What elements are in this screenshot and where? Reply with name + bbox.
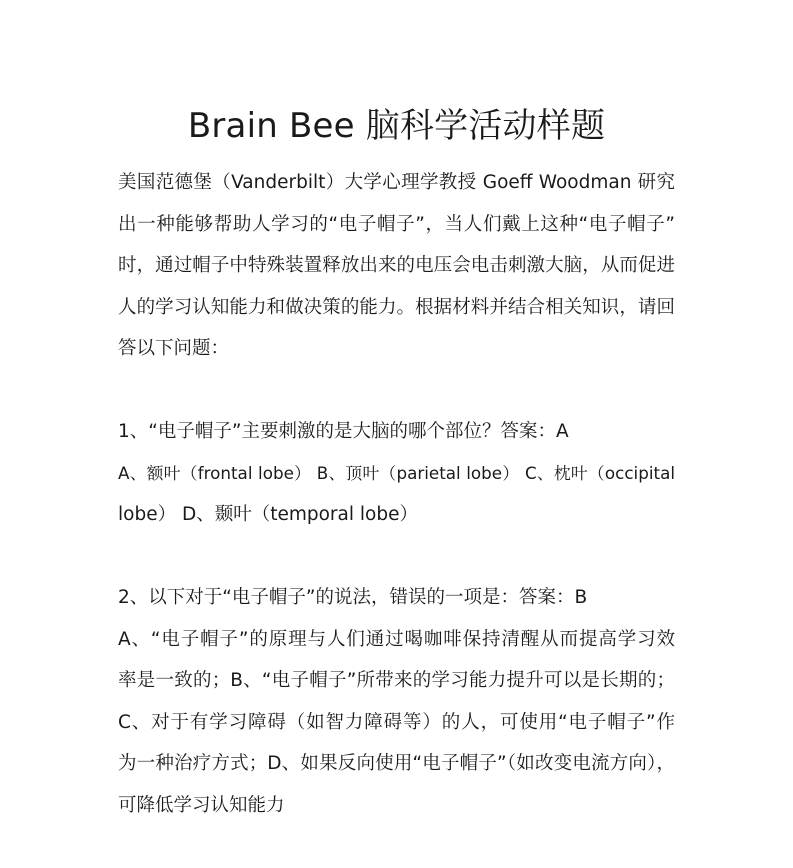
question-1-options-line: lobe） D、颞叶（temporal lobe） (118, 504, 418, 525)
question-2-options-line: A、“电子帽子”的原理与人们通过喝咖啡保持清醒从而提高学习效 (118, 628, 675, 650)
intro-paragraph (118, 162, 675, 370)
question-1 (118, 411, 675, 536)
question-2-options-line: C、对于有学习障碍（如智力障碍等）的人，可使用“电子帽子”作 (118, 711, 675, 733)
question-2-stem: 2、以下对于“电子帽子”的说法，错误的一项是：答案：B (118, 587, 588, 608)
paragraph-gap (118, 370, 675, 412)
intro-line: 出一种能够帮助人学习的“电子帽子”，当人们戴上这种“电子帽子” (118, 213, 675, 235)
question-1-stem: 1、“电子帽子”主要刺激的是大脑的哪个部位？答案：A (118, 421, 569, 442)
intro-line: 时，通过帽子中特殊装置释放出来的电压会电击刺激大脑，从而促进 (118, 255, 675, 276)
question-2-options-line: 可降低学习认知能力 (118, 794, 285, 816)
intro-line: 人的学习认知能力和做决策的能力。根据材料并结合相关知识，请回 (118, 296, 675, 318)
question-2 (118, 577, 675, 826)
intro-line: 美国范德堡（Vanderbilt）大学心理学教授 Goeff Woodman 研究 (118, 172, 675, 193)
intro-line: 答以下问题： (118, 338, 230, 359)
question-2-options-line: 率是一致的；B、“电子帽子”所带来的学习能力提升可以是长期的； (118, 670, 675, 691)
question-1-options-line: A、额叶（frontal lobe） B、顶叶（parietal lobe） C、枕叶（occipital (118, 462, 675, 483)
document-title: Brain Bee 脑科学活动样题 (187, 106, 606, 146)
question-2-options-line: 为一种治疗方式；D、如果反向使用“电子帽子”（如改变电流方向）， (118, 753, 675, 774)
paragraph-gap (118, 536, 675, 578)
